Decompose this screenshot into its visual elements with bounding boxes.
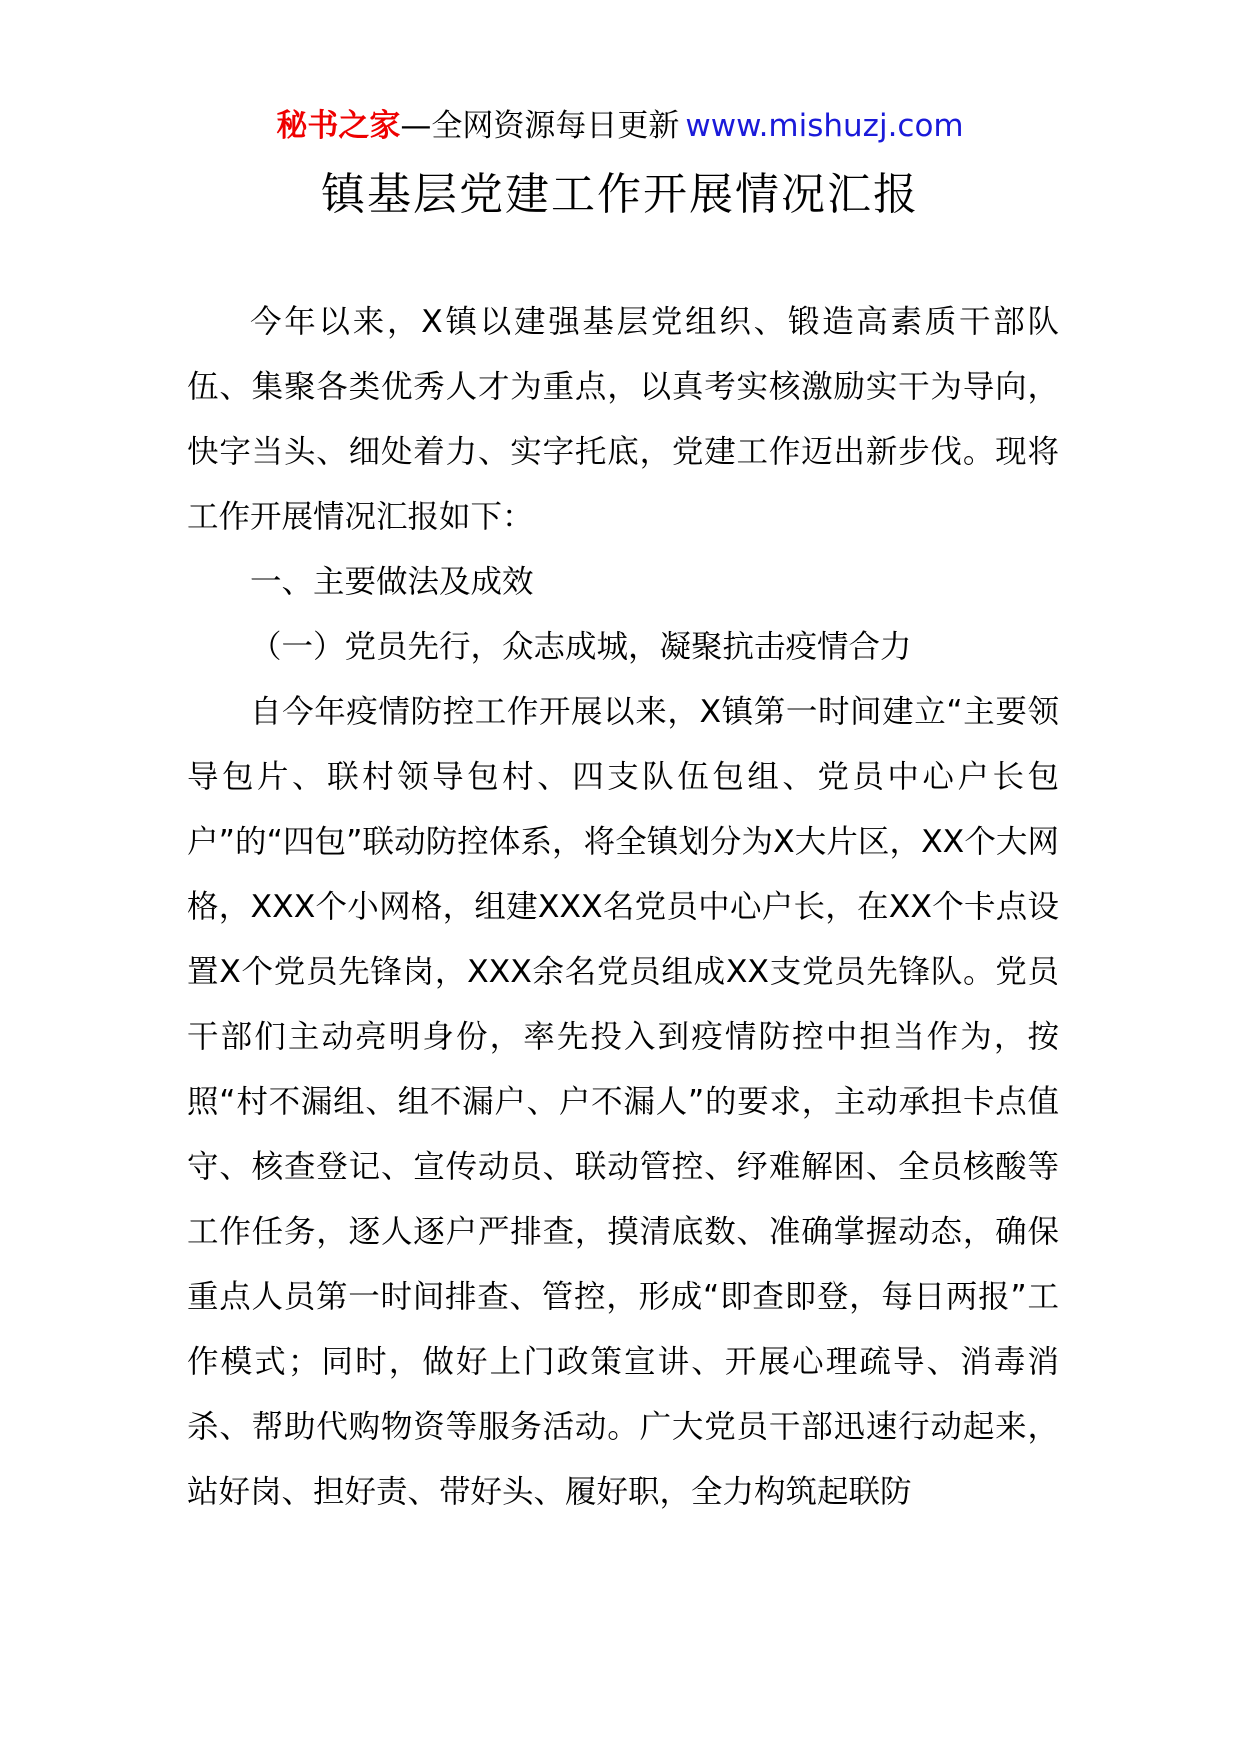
- document-title: 镇基层党建工作开展情况汇报: [321, 169, 919, 220]
- site-header: [0, 96, 1240, 156]
- site-slogan: —全网资源每日更新: [400, 108, 680, 144]
- site-link[interactable]: www.mishuzj.com: [685, 108, 964, 144]
- subsection-paragraph: 自今年疫情防控工作开展以来，X镇第一时间建立“主要领导包片、联村领导包村、四支队伍包组、党员中心户长包户”的“四包”联动防控体系，将全镇划分为X大片区，XX个大网格，XXX个小网格，组建XXX名党员中心户长，在XX个卡点设置X个党员先锋岗，XXX余名党员组成XX支党员先锋队。党员干部们主动亮明身份，率先投入到疫情防控中担当作为，按照“村不漏组、组不漏户、户不漏人”的要求，主动承担卡点值守、核查登记、宣传动员、联动管控、纾难解困、全员核酸等工作任务，逐人逐户严排查，摸清底数、准确掌握动态，确保重点人员第一时间排查、管控，形成“即查即登，每日两报”工作模式；同时，做好上门政策宣讲、开展心理疏导、消毒消杀、帮助代购物资等服务活动。广大党员干部迅速行动起来，站好岗、担好责、带好头、履好职，全力构筑起联防: [187, 694, 1059, 1510]
- subsection-heading: （一）党员先行，众志成城，凝聚抗击疫情合力: [250, 629, 912, 665]
- intro-paragraph: 今年以来，X镇以建强基层党组织、锻造高素质干部队伍、集聚各类优秀人才为重点，以真考实核激励实干为导向，快字当头、细处着力、实字托底，党建工作迈出新步伐。现将工作开展情况汇报如下：: [187, 304, 1059, 535]
- section-heading: 一、主要做法及成效: [250, 564, 534, 600]
- site-brand: 秘书之家: [276, 108, 401, 144]
- document-body: [187, 290, 1059, 1525]
